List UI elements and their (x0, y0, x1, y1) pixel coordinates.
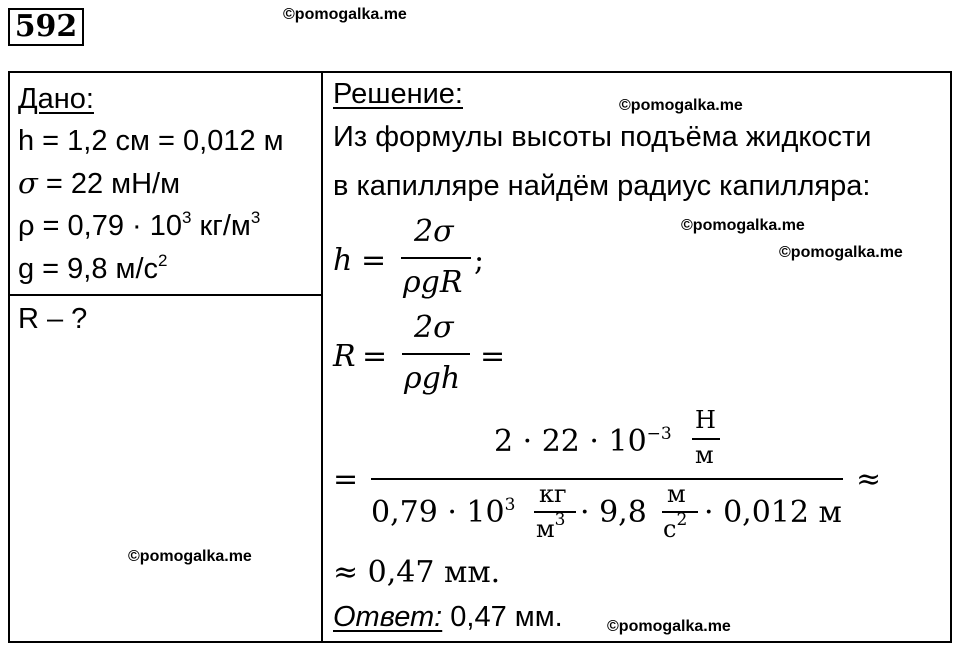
watermark: ©pomogalka.me (283, 6, 407, 23)
formula-height-lhs: h (333, 243, 353, 278)
density-unit: кг/м (191, 210, 251, 242)
gravity-exponent: 2 (158, 251, 168, 270)
solution-text-line-1: Из формулы высоты подъёма жидкости (333, 121, 872, 153)
result-line: ≈ 0,47 мм. (333, 555, 501, 590)
given-find-divider (8, 294, 322, 296)
denominator-density: 0,79 · 10 (371, 495, 505, 530)
find-radius: R – ? (18, 303, 88, 335)
calculation-numerator-exponent: −3 (646, 424, 672, 444)
formula-radius-denominator: ρgh (404, 361, 461, 396)
density-unit-exponent: 3 (250, 208, 261, 227)
answer-line (333, 601, 563, 634)
formula-height-denominator: ρgR (403, 265, 463, 300)
gravity-unit-top: м (667, 480, 686, 508)
calculation-numerator-value: 2 · 22 · 10 (494, 424, 647, 459)
calculation-numerator (494, 424, 672, 459)
formula-radius-equals: = (362, 339, 388, 374)
sigma-symbol: σ (18, 166, 38, 200)
given-surface-tension (18, 162, 180, 205)
gravity-unit-bottom-base: с (663, 515, 677, 543)
given-height: h = 1,2 см = 0,012 м (18, 125, 284, 157)
gravity-unit-bottom-exponent: 2 (676, 510, 688, 530)
numerator-unit-bottom: м (695, 441, 714, 469)
numerator-unit-bar (692, 438, 720, 440)
density-exponent: 3 (182, 208, 192, 227)
formula-height-semicolon: ; (474, 243, 485, 278)
given-gravity (18, 248, 168, 290)
formula-height-numerator: 2σ (414, 214, 454, 249)
watermark: ©pomogalka.me (779, 244, 903, 261)
problem-number: 592 (8, 8, 84, 46)
gravity-value: g = 9,8 м/с (18, 253, 159, 285)
formula-radius-fraction-bar (402, 353, 470, 355)
watermark: ©pomogalka.me (128, 548, 252, 565)
watermark: ©pomogalka.me (681, 217, 805, 234)
given-density (18, 205, 260, 247)
watermark: ©pomogalka.me (607, 618, 731, 635)
given-title: Дано: (18, 83, 94, 115)
denominator-density-exponent: 3 (504, 495, 516, 515)
density-unit-top: кг (539, 480, 567, 508)
watermark: ©pomogalka.me (619, 97, 743, 114)
formula-radius-trailing-equals: = (480, 339, 506, 374)
density-unit-bottom-exponent: 3 (554, 510, 566, 530)
denominator-gravity: · 9,8 (580, 495, 647, 530)
calculation-fraction-bar (371, 478, 843, 480)
solution-text-line-2: в капилляре найдём радиус капилляра: (333, 170, 871, 202)
calculation-equals: = (333, 462, 359, 497)
formula-radius-numerator: 2σ (414, 310, 454, 345)
formula-radius-lhs: R (333, 339, 356, 374)
calculation-denominator-part-a (371, 495, 515, 530)
formula-height-fraction-bar (401, 257, 471, 259)
column-divider (321, 71, 323, 643)
denominator-height: · 0,012 м (704, 495, 842, 530)
gravity-unit-bottom (663, 510, 688, 543)
density-unit-bottom-base: м (536, 515, 555, 543)
solution-title: Решение: (333, 78, 463, 110)
sigma-value: = 22 мН/м (37, 168, 181, 200)
density-value: ρ = 0,79 · 10 (18, 210, 183, 242)
calculation-approx: ≈ (856, 462, 882, 497)
answer-label: Ответ: (333, 601, 443, 633)
answer-value: 0,47 мм. (442, 601, 563, 633)
formula-height-equals: = (361, 243, 387, 278)
numerator-unit-top: Н (695, 406, 716, 434)
density-unit-bottom (536, 510, 566, 543)
